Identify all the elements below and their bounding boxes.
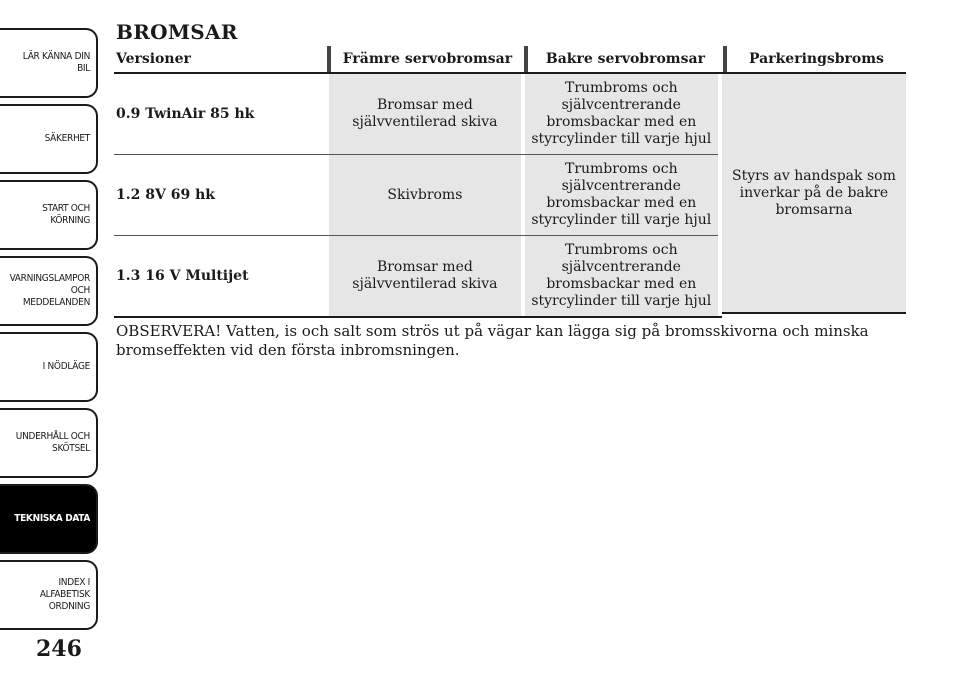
tab-index[interactable] <box>0 560 98 630</box>
tab-label: TEKNISKA DATA <box>14 513 90 524</box>
cell-front-brakes: Bromsar med självventilerad skiva <box>329 236 520 316</box>
header-parkering: Parkeringsbroms <box>748 51 884 67</box>
cell-front-brakes: Skivbroms <box>329 155 520 235</box>
table-rows <box>114 74 718 318</box>
tab-underhall-och-skotsel[interactable] <box>0 408 98 478</box>
observation-note: OBSERVERA! Vatten, is och salt som strös ut på vägar kan lägga sig på bromsskivorna och minska bromseffekten vid den första inbromsningen. <box>116 322 869 359</box>
tab-start-och-korning[interactable] <box>0 180 98 250</box>
brakes-table <box>114 46 906 318</box>
tab-label: SÄKERHET <box>44 133 90 144</box>
header-framre: Främre servobromsar <box>342 51 513 67</box>
tab-label: LÄR KÄNNA DIN BIL <box>22 51 90 74</box>
table-row <box>114 236 718 318</box>
tab-label: VARNINGSLAMPOR OCH MEDDELANDEN <box>9 273 90 308</box>
cell-parking-brake: Styrs av handspak som inverkar på de bakre bromsarna <box>722 74 906 314</box>
cell-rear-brakes: Trumbroms och självcentrerande bromsbackar med en styrcylinder till varje hjul <box>525 236 718 316</box>
tab-varningslampor[interactable] <box>0 256 98 326</box>
table-row <box>114 74 718 155</box>
tab-tekniska-data[interactable] <box>0 484 98 554</box>
tab-i-nodlage[interactable] <box>0 332 98 402</box>
cell-version: 1.2 8V 69 hk <box>116 186 215 203</box>
tab-label: UNDERHÅLL OCH SKÖTSEL <box>15 431 90 454</box>
tab-sakerhet[interactable] <box>0 104 98 174</box>
tab-lar-kanna-din-bil[interactable] <box>0 28 98 98</box>
section-title: BROMSAR <box>116 20 238 44</box>
cell-version: 1.3 16 V Multijet <box>116 267 249 284</box>
cell-version: 0.9 TwinAir 85 hk <box>116 105 255 122</box>
cell-rear-brakes: Trumbroms och självcentrerande bromsbackar med en styrcylinder till varje hjul <box>525 155 718 235</box>
tab-label: INDEX I ALFABETISK ORDNING <box>39 577 90 612</box>
cell-front-brakes: Bromsar med självventilerad skiva <box>329 74 520 154</box>
header-versioner: Versioner <box>116 51 191 67</box>
page-number: 246 <box>36 636 82 662</box>
table-row <box>114 155 718 236</box>
table-header <box>114 46 906 74</box>
tab-label: I NÖDLÄGE <box>42 361 90 372</box>
header-bakre: Bakre servobromsar <box>545 51 705 67</box>
table-body <box>114 74 906 318</box>
tab-label: START OCH KÖRNING <box>42 203 90 226</box>
cell-rear-brakes: Trumbroms och självcentrerande bromsbackar med en styrcylinder till varje hjul <box>525 74 718 154</box>
